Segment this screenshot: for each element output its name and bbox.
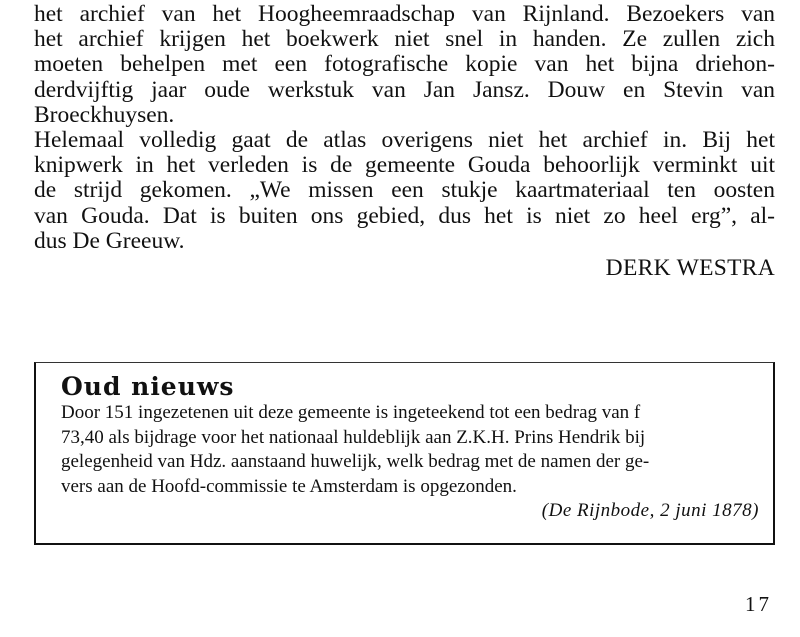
article-line: de strijd gekomen. „We missen een stukje kaartmateriaal ten oosten [34,177,775,204]
article-line: het archief krijgen het boekwerk niet snel in handen. Ze zullen zich [34,26,775,53]
oud-nieuws-line: vers aan de Hoofd-commissie te Amsterdam is opgezonden. [61,475,517,497]
oud-nieuws-line: 73,40 als bijdrage voor het nationaal huldeblijk aan Z.K.H. Prins Hendrik bij [61,426,646,448]
page-number: 17 [745,592,772,616]
byline: DERK WESTRA [605,255,775,282]
article-line: moeten behelpen met een fotografische kopie van het bijna driehon- [34,51,775,78]
oud-nieuws-title: Oud nieuws [61,372,235,401]
oud-nieuws-source: (De Rijnbode, 2 juni 1878) [541,500,759,521]
oud-nieuws-line: Door 151 ingezetenen uit deze gemeente is ingeteekend tot een bedrag van f [61,402,641,423]
article-line: derdvijftig jaar oude werkstuk van Jan Jansz. Douw en Stevin van [34,76,775,103]
article-line: knipwerk in het verleden is de gemeente Gouda behoorlijk verminkt uit [34,152,775,179]
article-line: dus De Greeuw. [34,227,185,254]
oud-nieuws-line: gelegenheid van Hdz. aanstaand huwelijk, welk bedrag met de namen der ge- [61,451,650,472]
article-line: Helemaal volledig gaat de atlas overigens niet het archief in. Bij het [34,127,775,154]
article-paragraph-1 [34,2,775,128]
oud-nieuws-box [34,362,775,545]
article-line: van Gouda. Dat is buiten ons gebied, dus het is niet zo heel erg”, al- [34,202,775,229]
article [34,2,775,281]
article-line: Broeckhuysen. [34,101,175,128]
article-line: het archief van het Hoogheemraadschap van Rijnland. Bezoekers van [34,1,775,27]
oud-nieuws-body [61,401,759,499]
article-paragraph-2 [34,128,775,254]
